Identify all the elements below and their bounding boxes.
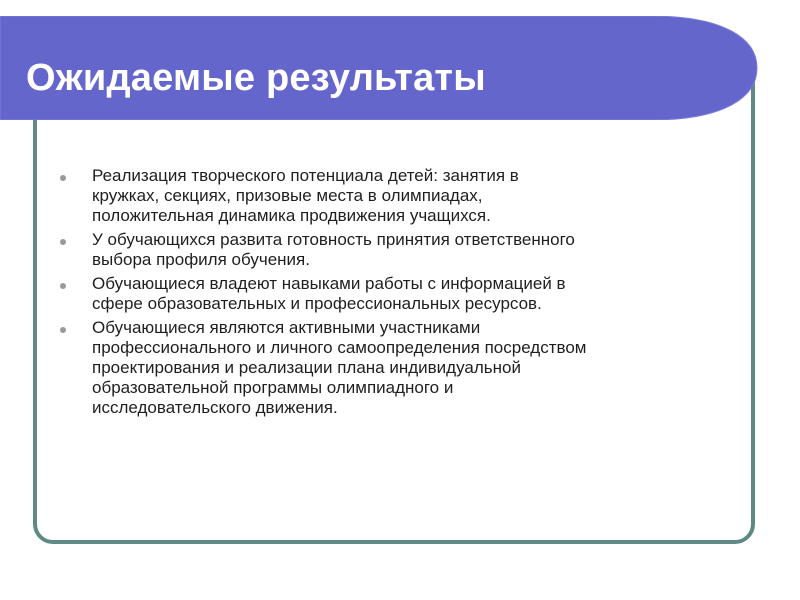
list-item bbox=[60, 230, 750, 270]
bullet-line: сфере образовательных и профессиональных ресурсов. bbox=[92, 294, 542, 313]
bullet-dot-icon bbox=[60, 327, 66, 333]
bullet-line: положительная динамика продвижения учащихся. bbox=[92, 206, 491, 225]
bullet-line: образовательной программы олимпиадного и bbox=[92, 378, 454, 397]
bullet-line: Обучающиеся владеют навыками работы с информацией в bbox=[92, 274, 566, 293]
bullet-line: кружках, секциях, призовые места в олимпиадах, bbox=[92, 186, 483, 205]
bullet-dot-icon bbox=[60, 283, 66, 289]
bullet-list bbox=[60, 166, 750, 422]
bullet-line: У обучающихся развита готовность принятия ответственного bbox=[92, 230, 575, 249]
bullet-line: проектирования и реализации плана индивидуальной bbox=[92, 358, 521, 377]
list-item bbox=[60, 318, 750, 418]
bullet-dot-icon bbox=[60, 239, 66, 245]
bullet-dot-icon bbox=[60, 175, 66, 181]
slide-title: Ожидаемые результаты bbox=[26, 57, 486, 99]
bullet-line: Обучающиеся являются активными участниками bbox=[92, 318, 481, 337]
bullet-line: профессионального и личного самоопределения посредством bbox=[92, 338, 587, 357]
list-item bbox=[60, 274, 750, 314]
bullet-line: Реализация творческого потенциала детей: занятия в bbox=[92, 166, 519, 185]
list-item bbox=[60, 166, 750, 226]
bullet-line: исследовательского движения. bbox=[92, 398, 338, 417]
bullet-line: выбора профиля обучения. bbox=[92, 250, 310, 269]
title-banner bbox=[0, 16, 760, 120]
